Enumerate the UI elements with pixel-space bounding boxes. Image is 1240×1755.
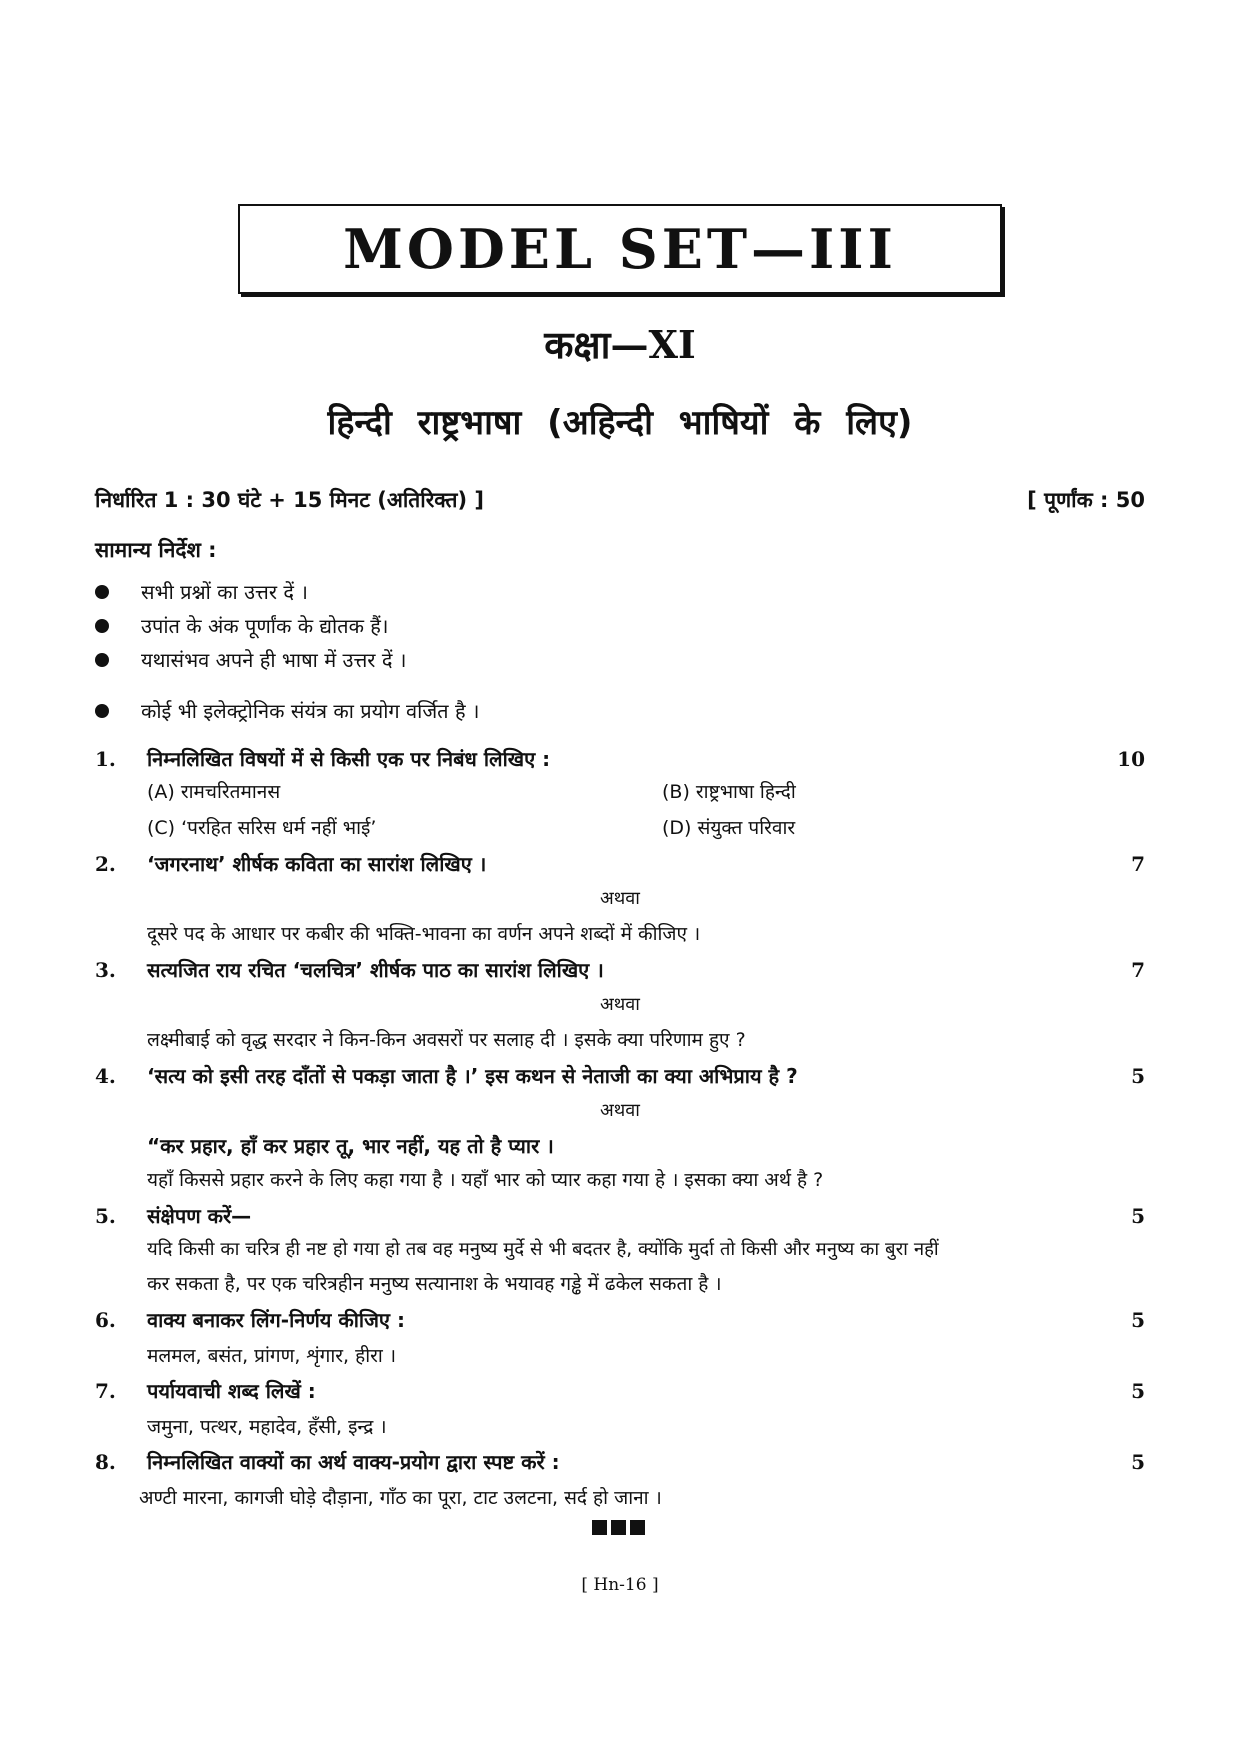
word-list: मलमल, बसंत, प्रांगण, शृंगार, हीरा । [147,1345,397,1367]
question-marks: 7 [1131,958,1145,982]
question-text: वाक्य बनाकर लिंग-निर्णय कीजिए : [147,1308,405,1332]
title-box [238,204,1002,294]
question-number: 4. [95,1064,116,1088]
question-marks: 5 [1131,1064,1145,1088]
bullet-icon [95,585,109,599]
question-marks: 5 [1131,1379,1145,1403]
question-5 [95,1202,1145,1229]
full-marks: [ पूर्णांक : 50 [1027,488,1145,512]
or-separator: अथवा [600,888,640,909]
bullet-icon [95,653,109,667]
question-text: ‘सत्य को इसी तरह दाँतों से पकड़ा जाता है ।’ इस कथन से नेताजी का क्या अभिप्राय है ? [147,1064,798,1088]
question-number: 5. [95,1204,116,1228]
question-text: निम्नलिखित विषयों में से किसी एक पर निबंध लिखिए : [147,747,551,771]
question-number: 6. [95,1308,116,1332]
question-2 [95,850,1145,877]
question-marks: 7 [1131,852,1145,876]
passage-line: यदि किसी का चरित्र ही नष्ट हो गया हो तब वह मनुष्य मुर्दे से भी बदतर है, क्योंकि मुर्दा तो किसी और मनुष्य का बुरा नहीं [147,1239,939,1260]
subject-title: हिन्दी राष्ट्रभाषा (अहिन्दी भाषियों के लिए) [327,403,913,443]
bullet-icon [95,704,109,718]
question-number: 8. [95,1450,116,1474]
alternate-question: यहाँ किससे प्रहार करने के लिए कहा गया है । यहाँ भार को प्यार कहा गया हे । इसका क्या अर्थ है ? [147,1169,824,1191]
quoted-verse: “कर प्रहार, हाँ कर प्रहार तू, भार नहीं, यह तो है प्यार । [147,1134,554,1158]
alternate-question: लक्ष्मीबाई को वृद्ध सरदार ने किन-किन अवसरों पर सलाह दी । इसके क्या परिणाम हुए ? [147,1029,746,1051]
alternate-question: दूसरे पद के आधार पर कबीर की भक्ति-भावना का वर्णन अपने शब्दों में कीजिए । [147,923,701,945]
question-text: ‘जगरनाथ’ शीर्षक कविता का सारांश लिखिए । [147,852,487,876]
question-marks: 5 [1131,1450,1145,1474]
page-number: [ Hn-16 ] [581,1575,659,1595]
class-label: कक्षा—XI [544,322,696,367]
exam-meta [95,486,1145,514]
question-7 [95,1377,1145,1404]
end-of-paper-mark [592,1520,645,1535]
question-3 [95,956,1145,983]
time-allowed: निर्धारित 1 : 30 घंटे + 15 मिनट (अतिरिक्त) ] [95,488,485,512]
passage-line: कर सकता है, पर एक चरित्रहीन मनुष्य सत्यानाश के भयावह गड्ढे में ढकेल सकता है । [147,1273,722,1295]
instruction-item: यथासंभव अपने ही भाषा में उत्तर दें । [95,646,406,673]
question-text: निम्नलिखित वाक्यों का अर्थ वाक्य-प्रयोग द्वारा स्पष्ट करें : [147,1450,560,1474]
question-text: संक्षेपण करें— [147,1204,252,1228]
instruction-item: कोई भी इलेक्ट्रोनिक संयंत्र का प्रयोग वर्जित है । [95,697,480,724]
question-6 [95,1306,1145,1333]
question-marks: 5 [1131,1204,1145,1228]
instruction-item: उपांत के अंक पूर्णांक के द्योतक हैं। [95,612,389,639]
question-text: पर्यायवाची शब्द लिखें : [147,1379,316,1403]
square-icon [630,1520,645,1535]
square-icon [592,1520,607,1535]
question-4 [95,1062,1145,1089]
question-marks: 10 [1117,747,1145,771]
question-number: 3. [95,958,116,982]
instruction-item: सभी प्रश्नों का उत्तर दें । [95,578,308,605]
question-number: 2. [95,852,116,876]
or-separator: अथवा [600,1100,640,1121]
option-a: (A) रामचरितमानस [147,781,281,803]
idiom-list: अण्टी मारना, कागजी घोड़े दौड़ाना, गाँठ का पूरा, टाट उलटना, सर्द हो जाना । [139,1487,662,1509]
square-icon [611,1520,626,1535]
word-list: जमुना, पत्थर, महादेव, हँसी, इन्द्र । [147,1416,387,1438]
option-c: (C) ‘परहित सरिस धर्म नहीं भाई’ [147,817,377,839]
question-text: सत्यजित राय रचित ‘चलचित्र’ शीर्षक पाठ का सारांश लिखिए । [147,958,604,982]
option-d: (D) संयुक्त परिवार [662,817,796,839]
option-b: (B) राष्ट्रभाषा हिन्दी [662,781,796,803]
page-title: MODEL SET—III [343,217,897,281]
or-separator: अथवा [600,994,640,1015]
question-number: 1. [95,747,116,771]
question-8 [95,1448,1145,1475]
question-1 [95,745,1145,772]
bullet-icon [95,619,109,633]
question-marks: 5 [1131,1308,1145,1332]
general-instructions-heading: सामान्य निर्देश : [95,538,217,562]
question-number: 7. [95,1379,116,1403]
